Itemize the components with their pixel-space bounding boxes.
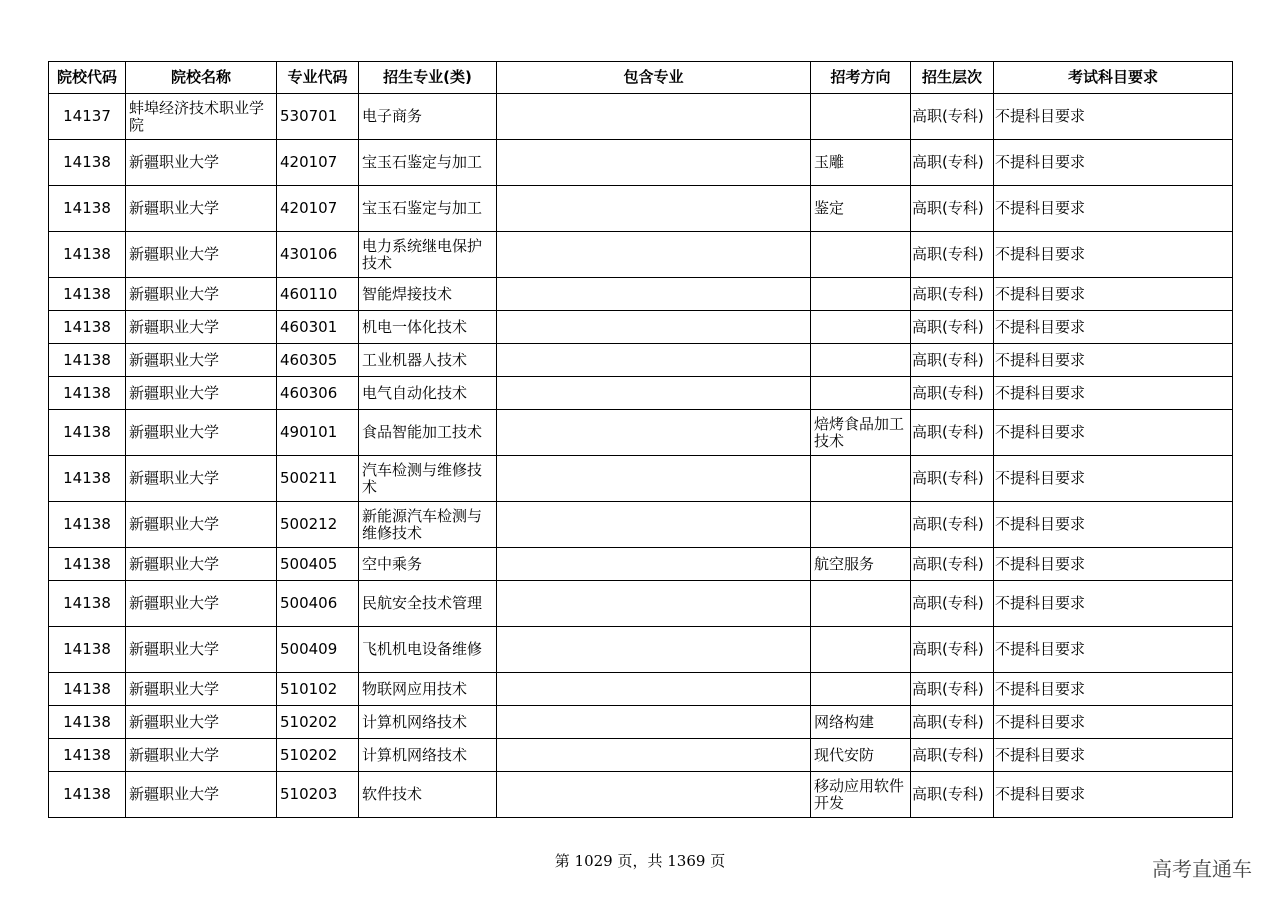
cell-level: 高职(专科): [911, 377, 994, 410]
cell-subject-requirement: 不提科目要求: [994, 140, 1233, 186]
table-row: [49, 140, 1233, 186]
cell-major-code: 500405: [277, 548, 359, 581]
cell-subject-requirement: 不提科目要求: [994, 278, 1233, 311]
cell-major-name: 空中乘务: [359, 548, 497, 581]
cell-major-code: 460301: [277, 311, 359, 344]
cell-school-code: 14138: [49, 502, 126, 548]
cell-direction: [811, 278, 911, 311]
cell-level: 高职(专科): [911, 627, 994, 673]
cell-subject-requirement: 不提科目要求: [994, 456, 1233, 502]
cell-school-name: 新疆职业大学: [126, 502, 277, 548]
cell-subject-requirement: 不提科目要求: [994, 673, 1233, 706]
cell-major-code: 460305: [277, 344, 359, 377]
cell-direction: 焙烤食品加工技术: [811, 410, 911, 456]
table-header-row: [49, 62, 1233, 94]
cell-school-name: 新疆职业大学: [126, 673, 277, 706]
cell-school-name: 蚌埠经济技术职业学院: [126, 94, 277, 140]
cell-subject-requirement: 不提科目要求: [994, 410, 1233, 456]
cell-school-name: 新疆职业大学: [126, 456, 277, 502]
cell-major-code: 500409: [277, 627, 359, 673]
cell-major-name: 智能焊接技术: [359, 278, 497, 311]
cell-subject-requirement: 不提科目要求: [994, 706, 1233, 739]
cell-major-code: 460110: [277, 278, 359, 311]
cell-direction: [811, 94, 911, 140]
cell-school-name: 新疆职业大学: [126, 548, 277, 581]
cell-major-name: 飞机机电设备维修: [359, 627, 497, 673]
cell-subject-requirement: 不提科目要求: [994, 311, 1233, 344]
table-row: [49, 311, 1233, 344]
cell-major-name: 食品智能加工技术: [359, 410, 497, 456]
cell-major-name: 软件技术: [359, 772, 497, 818]
cell-major-code: 500212: [277, 502, 359, 548]
cell-subject-requirement: 不提科目要求: [994, 344, 1233, 377]
cell-level: 高职(专科): [911, 311, 994, 344]
cell-subject-requirement: 不提科目要求: [994, 502, 1233, 548]
header-school-name: 院校名称: [126, 62, 277, 94]
table-row: [49, 377, 1233, 410]
table-row: [49, 94, 1233, 140]
cell-direction: [811, 456, 911, 502]
cell-level: 高职(专科): [911, 581, 994, 627]
cell-subject-requirement: 不提科目要求: [994, 581, 1233, 627]
cell-school-code: 14138: [49, 772, 126, 818]
table-row: [49, 581, 1233, 627]
cell-level: 高职(专科): [911, 278, 994, 311]
table-row: [49, 673, 1233, 706]
cell-major-name: 电力系统继电保护技术: [359, 232, 497, 278]
cell-school-code: 14138: [49, 278, 126, 311]
cell-major-code: 430106: [277, 232, 359, 278]
cell-level: 高职(专科): [911, 548, 994, 581]
cell-major-name: 计算机网络技术: [359, 739, 497, 772]
cell-level: 高职(专科): [911, 739, 994, 772]
cell-major-code: 510202: [277, 706, 359, 739]
cell-major-name: 宝玉石鉴定与加工: [359, 140, 497, 186]
cell-level: 高职(专科): [911, 673, 994, 706]
cell-level: 高职(专科): [911, 94, 994, 140]
table-row: [49, 627, 1233, 673]
cell-level: 高职(专科): [911, 232, 994, 278]
cell-school-code: 14138: [49, 627, 126, 673]
cell-included-majors: [497, 548, 811, 581]
table-row: [49, 344, 1233, 377]
cell-school-name: 新疆职业大学: [126, 140, 277, 186]
watermark: 高考直通车: [1152, 857, 1252, 881]
header-major-name: 招生专业(类): [359, 62, 497, 94]
cell-included-majors: [497, 377, 811, 410]
cell-school-name: 新疆职业大学: [126, 772, 277, 818]
cell-major-name: 电子商务: [359, 94, 497, 140]
cell-major-name: 工业机器人技术: [359, 344, 497, 377]
cell-direction: 网络构建: [811, 706, 911, 739]
cell-level: 高职(专科): [911, 344, 994, 377]
cell-school-name: 新疆职业大学: [126, 410, 277, 456]
cell-included-majors: [497, 772, 811, 818]
cell-school-name: 新疆职业大学: [126, 377, 277, 410]
cell-major-name: 机电一体化技术: [359, 311, 497, 344]
cell-included-majors: [497, 627, 811, 673]
table-row: [49, 548, 1233, 581]
cell-major-name: 汽车检测与维修技术: [359, 456, 497, 502]
cell-direction: 移动应用软件开发: [811, 772, 911, 818]
cell-included-majors: [497, 186, 811, 232]
cell-school-code: 14138: [49, 186, 126, 232]
cell-school-code: 14138: [49, 456, 126, 502]
cell-major-code: 510102: [277, 673, 359, 706]
cell-school-code: 14138: [49, 706, 126, 739]
cell-direction: 航空服务: [811, 548, 911, 581]
cell-subject-requirement: 不提科目要求: [994, 186, 1233, 232]
cell-direction: [811, 502, 911, 548]
cell-school-code: 14138: [49, 410, 126, 456]
header-direction: 招考方向: [811, 62, 911, 94]
table-row: [49, 232, 1233, 278]
header-school-code: 院校代码: [49, 62, 126, 94]
cell-school-code: 14138: [49, 581, 126, 627]
cell-level: 高职(专科): [911, 772, 994, 818]
cell-included-majors: [497, 502, 811, 548]
cell-direction: [811, 673, 911, 706]
cell-level: 高职(专科): [911, 186, 994, 232]
cell-direction: 玉雕: [811, 140, 911, 186]
cell-direction: [811, 232, 911, 278]
cell-included-majors: [497, 456, 811, 502]
header-major-code: 专业代码: [277, 62, 359, 94]
page-number: 第 1029 页，共 1369 页: [554, 852, 726, 870]
cell-major-name: 宝玉石鉴定与加工: [359, 186, 497, 232]
cell-major-name: 计算机网络技术: [359, 706, 497, 739]
cell-major-code: 530701: [277, 94, 359, 140]
cell-subject-requirement: 不提科目要求: [994, 772, 1233, 818]
cell-school-name: 新疆职业大学: [126, 311, 277, 344]
cell-major-code: 420107: [277, 186, 359, 232]
cell-major-name: 物联网应用技术: [359, 673, 497, 706]
cell-major-code: 510202: [277, 739, 359, 772]
table-row: [49, 502, 1233, 548]
cell-included-majors: [497, 140, 811, 186]
cell-included-majors: [497, 581, 811, 627]
table-row: [49, 706, 1233, 739]
cell-included-majors: [497, 94, 811, 140]
cell-major-code: 420107: [277, 140, 359, 186]
cell-school-code: 14138: [49, 311, 126, 344]
cell-major-code: 500211: [277, 456, 359, 502]
cell-school-name: 新疆职业大学: [126, 278, 277, 311]
cell-direction: [811, 311, 911, 344]
cell-subject-requirement: 不提科目要求: [994, 377, 1233, 410]
cell-direction: 现代安防: [811, 739, 911, 772]
cell-included-majors: [497, 673, 811, 706]
cell-subject-requirement: 不提科目要求: [994, 739, 1233, 772]
cell-direction: [811, 377, 911, 410]
cell-direction: [811, 344, 911, 377]
cell-major-code: 500406: [277, 581, 359, 627]
table-row: [49, 772, 1233, 818]
cell-school-code: 14138: [49, 739, 126, 772]
cell-included-majors: [497, 706, 811, 739]
cell-subject-requirement: 不提科目要求: [994, 94, 1233, 140]
cell-major-name: 新能源汽车检测与维修技术: [359, 502, 497, 548]
table-row: [49, 456, 1233, 502]
cell-school-code: 14137: [49, 94, 126, 140]
cell-level: 高职(专科): [911, 140, 994, 186]
cell-included-majors: [497, 278, 811, 311]
cell-subject-requirement: 不提科目要求: [994, 627, 1233, 673]
cell-direction: [811, 627, 911, 673]
cell-school-code: 14138: [49, 344, 126, 377]
cell-school-code: 14138: [49, 377, 126, 410]
cell-direction: 鉴定: [811, 186, 911, 232]
cell-major-name: 电气自动化技术: [359, 377, 497, 410]
cell-level: 高职(专科): [911, 456, 994, 502]
header-level: 招生层次: [911, 62, 994, 94]
cell-school-name: 新疆职业大学: [126, 344, 277, 377]
cell-included-majors: [497, 232, 811, 278]
cell-included-majors: [497, 739, 811, 772]
cell-included-majors: [497, 410, 811, 456]
cell-school-code: 14138: [49, 548, 126, 581]
cell-school-name: 新疆职业大学: [126, 186, 277, 232]
table-row: [49, 410, 1233, 456]
cell-major-code: 460306: [277, 377, 359, 410]
cell-direction: [811, 581, 911, 627]
cell-school-name: 新疆职业大学: [126, 739, 277, 772]
cell-school-name: 新疆职业大学: [126, 581, 277, 627]
cell-level: 高职(专科): [911, 706, 994, 739]
table-row: [49, 186, 1233, 232]
cell-school-name: 新疆职业大学: [126, 232, 277, 278]
cell-included-majors: [497, 311, 811, 344]
cell-school-code: 14138: [49, 140, 126, 186]
table-row: [49, 739, 1233, 772]
cell-level: 高职(专科): [911, 502, 994, 548]
cell-school-name: 新疆职业大学: [126, 627, 277, 673]
cell-major-code: 510203: [277, 772, 359, 818]
header-subject-requirement: 考试科目要求: [994, 62, 1233, 94]
cell-included-majors: [497, 344, 811, 377]
cell-school-code: 14138: [49, 232, 126, 278]
cell-major-name: 民航安全技术管理: [359, 581, 497, 627]
cell-school-code: 14138: [49, 673, 126, 706]
cell-school-name: 新疆职业大学: [126, 706, 277, 739]
cell-subject-requirement: 不提科目要求: [994, 548, 1233, 581]
cell-major-code: 490101: [277, 410, 359, 456]
cell-level: 高职(专科): [911, 410, 994, 456]
admissions-table: [48, 61, 1233, 818]
cell-subject-requirement: 不提科目要求: [994, 232, 1233, 278]
header-included-majors: 包含专业: [497, 62, 811, 94]
table-row: [49, 278, 1233, 311]
